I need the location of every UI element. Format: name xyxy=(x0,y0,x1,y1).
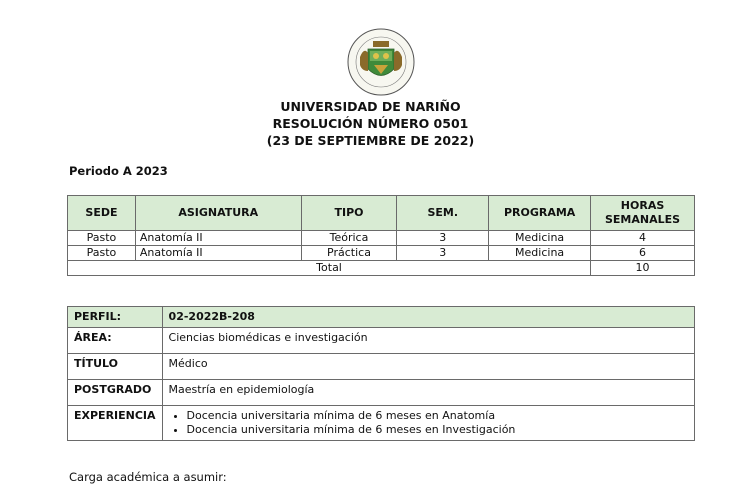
courses-table xyxy=(67,195,695,276)
total-value: 10 xyxy=(591,261,695,276)
postgrado-value: Maestría en epidemiología xyxy=(162,380,694,406)
total-label: Total xyxy=(68,261,591,276)
courses-header-row xyxy=(68,196,695,231)
col-header: HORAS SEMANALES xyxy=(591,196,695,231)
table-row xyxy=(68,246,695,261)
col-header: SEM. xyxy=(397,196,489,231)
table-row xyxy=(68,231,695,246)
total-row xyxy=(68,261,695,276)
cell: 4 xyxy=(591,231,695,246)
postgrado-label: POSTGRADO xyxy=(68,380,163,406)
area-value: Ciencias biomédicas e investigación xyxy=(162,328,694,354)
cell: 3 xyxy=(397,231,489,246)
cell: Pasto xyxy=(68,246,136,261)
cell: Medicina xyxy=(489,231,591,246)
resolution-date: (23 DE SEPTIEMBRE DE 2022) xyxy=(266,133,475,148)
cell: Práctica xyxy=(301,246,397,261)
cell: 6 xyxy=(591,246,695,261)
experiencia-value xyxy=(162,406,694,441)
university-name: UNIVERSIDAD DE NARIÑO xyxy=(280,99,461,114)
experiencia-row xyxy=(68,406,695,441)
document-heading xyxy=(0,98,741,149)
area-row xyxy=(68,328,695,354)
university-seal xyxy=(346,27,416,97)
cell: Anatomía II xyxy=(135,246,301,261)
area-label: ÁREA: xyxy=(68,328,163,354)
perfil-label: PERFIL: xyxy=(68,307,163,328)
profile-table xyxy=(67,306,695,441)
experiencia-label: EXPERIENCIA xyxy=(68,406,163,441)
experiencia-list xyxy=(169,409,688,437)
col-header: PROGRAMA xyxy=(489,196,591,231)
titulo-label: TÍTULO xyxy=(68,354,163,380)
period-label: Periodo A 2023 xyxy=(69,164,168,178)
carga-academica-text: Carga académica a asumir: xyxy=(69,470,227,484)
cell: 3 xyxy=(397,246,489,261)
cell: Anatomía II xyxy=(135,231,301,246)
col-header: SEDE xyxy=(68,196,136,231)
titulo-value: Médico xyxy=(162,354,694,380)
titulo-row xyxy=(68,354,695,380)
col-header: TIPO xyxy=(301,196,397,231)
resolution-number: RESOLUCIÓN NÚMERO 0501 xyxy=(272,116,469,131)
col-header: ASIGNATURA xyxy=(135,196,301,231)
perfil-row xyxy=(68,307,695,328)
perfil-value: 02-2022B-208 xyxy=(162,307,694,328)
list-item: • Docencia universitaria mínima de 6 meses en Investigación xyxy=(187,423,688,437)
cell: Teórica xyxy=(301,231,397,246)
cell: Medicina xyxy=(489,246,591,261)
postgrado-row xyxy=(68,380,695,406)
cell: Pasto xyxy=(68,231,136,246)
list-item: • Docencia universitaria mínima de 6 meses en Anatomía xyxy=(187,409,688,423)
